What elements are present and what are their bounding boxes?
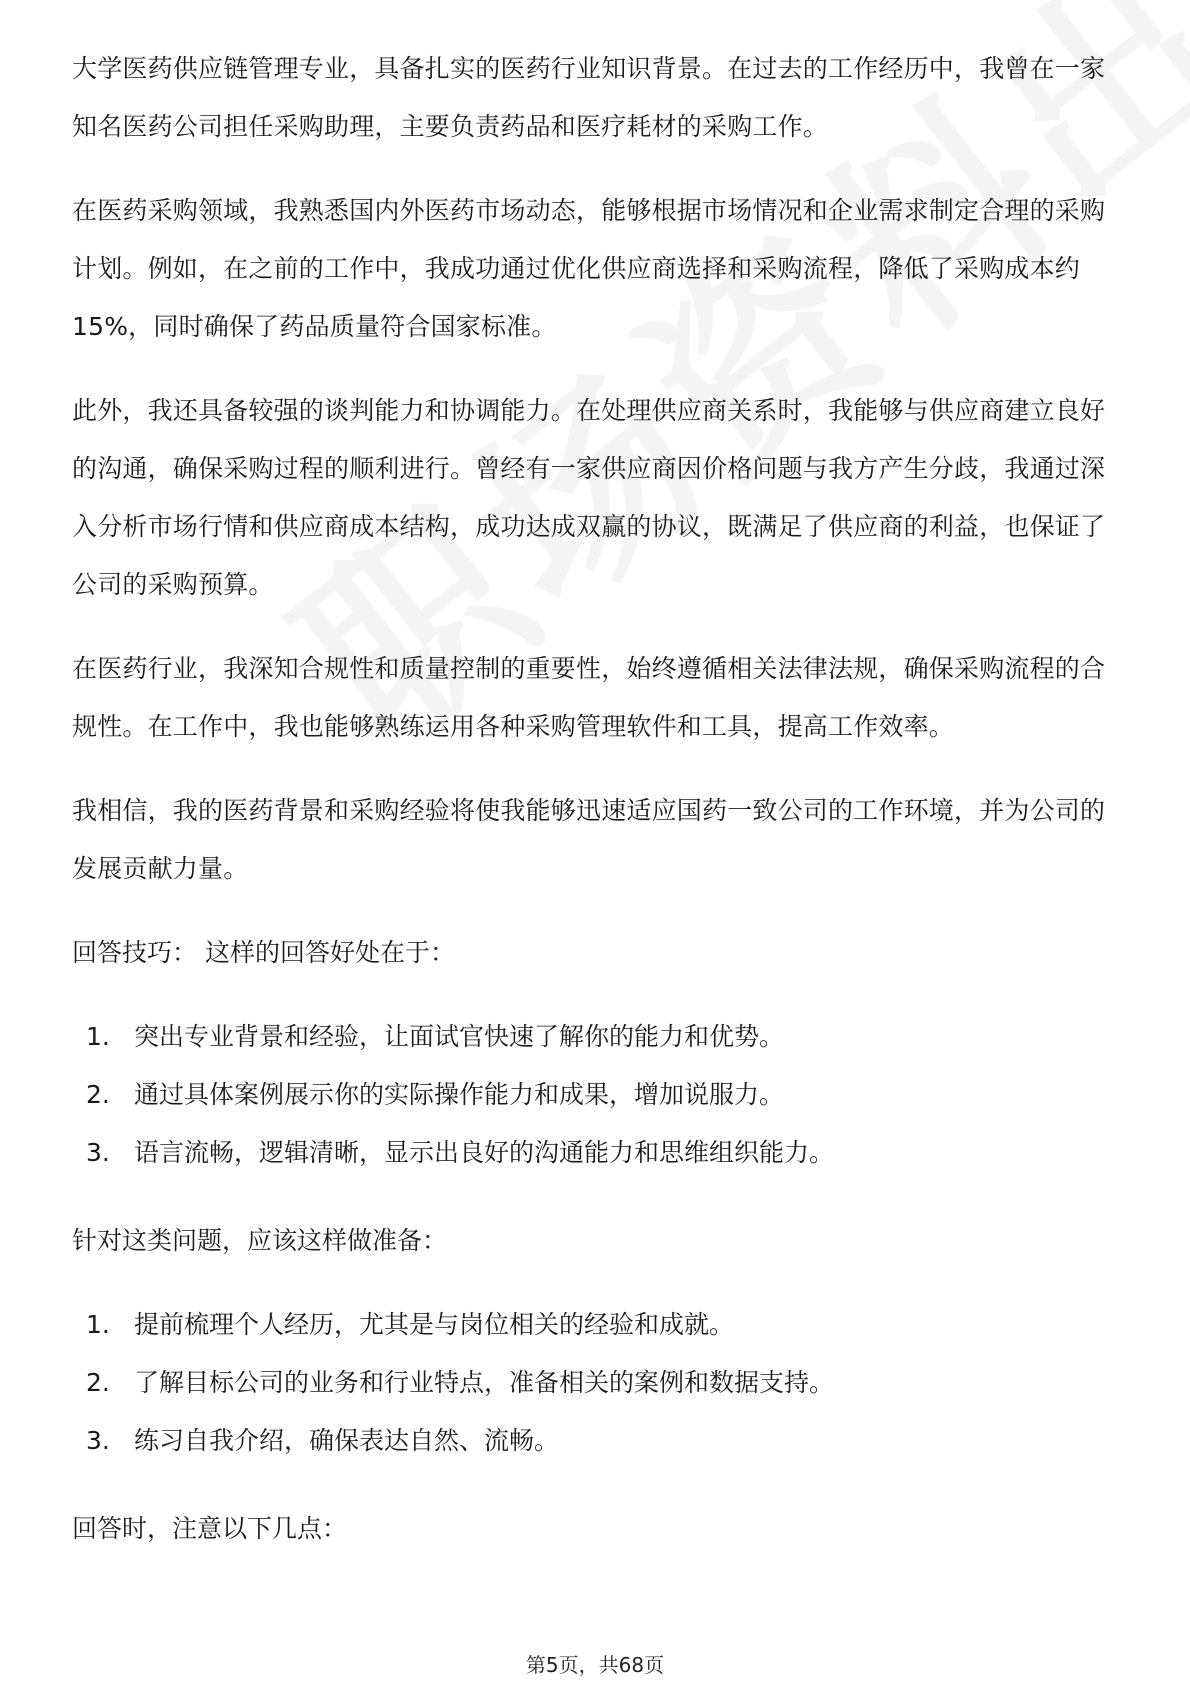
list-item <box>72 1296 1118 1354</box>
list-item <box>72 1412 1118 1470</box>
list-item <box>72 1008 1118 1066</box>
page-footer: 第5页，共68页 <box>525 1653 665 1677</box>
list-text: 通过具体案例展示你的实际操作能力和成果，增加说服力。 <box>134 1080 785 1109</box>
list-number: 1. <box>86 1310 110 1339</box>
list-number: 3. <box>86 1138 110 1167</box>
list-text: 语言流畅，逻辑清晰，显示出良好的沟通能力和思维组织能力。 <box>134 1138 835 1167</box>
document-body <box>72 40 1118 1584</box>
paragraph-1: 大学医药供应链管理专业，具备扎实的医药行业知识背景。在过去的工作经历中，我曾在一家知名医药公司担任采购助理，主要负责药品和医疗耗材的采购工作。 <box>72 54 1106 141</box>
list-item <box>72 1124 1118 1182</box>
prep-heading: 针对这类问题，应该这样做准备： <box>72 1226 448 1255</box>
list-text: 提前梳理个人经历，尤其是与岗位相关的经验和成就。 <box>134 1310 735 1339</box>
list-number: 2. <box>86 1368 110 1397</box>
list-number: 1. <box>86 1022 110 1051</box>
tips-heading: 回答技巧： 这样的回答好处在于： <box>72 938 455 967</box>
list-item <box>72 1354 1118 1412</box>
list-text: 练习自我介绍，确保表达自然、流畅。 <box>134 1426 560 1455</box>
paragraph-4: 在医药行业，我深知合规性和质量控制的重要性，始终遵循相关法律法规，确保采购流程的合规性。在工作中，我也能够熟练运用各种采购管理软件和工具，提高工作效率。 <box>72 654 1106 741</box>
list-number: 3. <box>86 1426 110 1455</box>
list-text: 了解目标公司的业务和行业特点，准备相关的案例和数据支持。 <box>134 1368 835 1397</box>
tips-list <box>72 1008 1118 1182</box>
paragraph-5: 我相信，我的医药背景和采购经验将使我能够迅速适应国药一致公司的工作环境，并为公司的发展贡献力量。 <box>72 796 1106 883</box>
paragraph-3: 此外，我还具备较强的谈判能力和协调能力。在处理供应商关系时，我能够与供应商建立良好的沟通，确保采购过程的顺利进行。曾经有一家供应商因价格问题与我方产生分歧，我通过深入分析市场行情和供应商成本结构，成功达成双赢的协议，既满足了供应商的利益，也保证了公司的采购预算。 <box>72 396 1106 599</box>
list-item <box>72 1066 1118 1124</box>
list-text: 突出专业背景和经验，让面试官快速了解你的能力和优势。 <box>134 1022 785 1051</box>
list-number: 2. <box>86 1080 110 1109</box>
paragraph-2: 在医药采购领域，我熟悉国内外医药市场动态，能够根据市场情况和企业需求制定合理的采购计划。例如，在之前的工作中，我成功通过优化供应商选择和采购流程，降低了采购成本约15%，同时确保了药品质量符合国家标准。 <box>72 196 1106 341</box>
prep-list <box>72 1296 1118 1470</box>
closing-heading: 回答时，注意以下几点： <box>72 1514 348 1543</box>
